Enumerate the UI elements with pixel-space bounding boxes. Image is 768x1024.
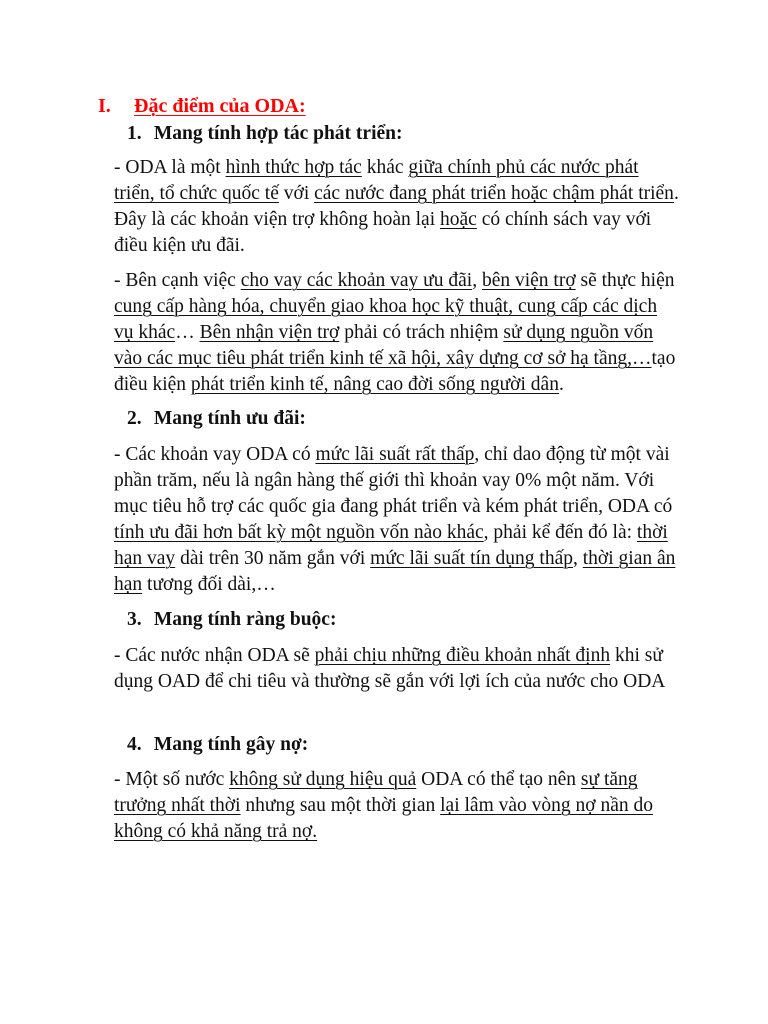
text-run: tạo điều kiện (114, 348, 676, 395)
text-run: - ODA là một (114, 157, 226, 178)
subsection-heading-2 (127, 406, 306, 432)
text-run: - Một số nước (114, 769, 230, 790)
subsection-number: 3. (127, 609, 142, 630)
underlined-text: các nước đang phát triển hoặc chậm phát triển (314, 183, 674, 204)
underlined-text: phát triển kinh tế, nâng cao đời sống người dân (190, 374, 559, 395)
text-run: , (573, 548, 583, 569)
underlined-text: hình thức hợp tác (225, 157, 362, 178)
subsection-title: Mang tính hợp tác phát triển: (153, 123, 403, 144)
underlined-text: thời gian ân hạn (114, 548, 676, 595)
underlined-text: tính ưu đãi hơn bất kỳ một nguồn vốn nào khác (114, 522, 484, 543)
subsection-number: 4. (127, 734, 142, 755)
subsection-heading-1 (127, 121, 402, 147)
text-run: với (278, 183, 315, 204)
text-run: - Các nước nhận ODA sẽ (114, 645, 315, 666)
text-run: - Bên cạnh việc (114, 270, 241, 291)
text-run: nhưng sau một thời gian (240, 795, 441, 816)
text-run: - Các khoản vay ODA có (114, 444, 316, 465)
text-run: . (558, 374, 564, 395)
section-title (98, 93, 306, 119)
text-run: ODA có thể tạo nên (416, 769, 581, 790)
text-run: , chỉ dao động từ một vài phần trăm, nếu là ngân hàng thế giới thì khoản vay 0% một năm. Với mục tiêu hỗ trợ các quốc gia đang phát triển và kém phát triển, ODA có (114, 444, 673, 517)
underlined-text: Bên nhận viện trợ (199, 322, 340, 343)
text-run: . Đây là các khoản viện trợ không hoàn lại (114, 183, 679, 230)
underlined-text: lại lâm vào vòng nợ nần do không có khả năng trả nợ. (114, 795, 653, 842)
underlined-text: thời hạn vay (114, 522, 668, 569)
subsection-heading-4 (127, 732, 308, 758)
underlined-text: cho vay các khoản vay ưu đãi (240, 270, 473, 291)
paragraph (114, 767, 680, 845)
underlined-text: giữa chính phủ các nước phát triển, tổ chức quốc tế (114, 157, 639, 204)
text-run: , phải kể đến đó là: (483, 522, 637, 543)
underlined-text: không sử dụng hiệu quả (229, 769, 417, 790)
section-heading: Đặc điểm của ODA: (134, 95, 306, 117)
paragraph (114, 268, 680, 398)
text-run: có chính sách vay với điều kiện ưu đãi. (114, 209, 652, 256)
subsection-heading-3 (127, 607, 336, 633)
underlined-text: hoặc (440, 209, 477, 230)
paragraph (114, 155, 680, 259)
underlined-text: mức lãi suất rất thấp (315, 444, 475, 465)
subsection-title: Mang tính gây nợ: (153, 734, 309, 755)
text-run: phải có trách nhiệm (339, 322, 504, 343)
underlined-text: sử dụng nguồn vốn vào các mục tiêu phát triển kinh tế xã hội, xây dựng cơ sở hạ tầng,… (114, 322, 654, 369)
underlined-text: cung cấp hàng hóa, chuyển giao khoa học kỹ thuật, cung cấp các dịch vụ khác (114, 296, 658, 343)
text-run: , (472, 270, 482, 291)
subsection-number: 1. (127, 123, 142, 144)
text-run: khác (361, 157, 409, 178)
subsection-number: 2. (127, 408, 142, 429)
underlined-text: bên viện trợ (481, 270, 576, 291)
text-run: khi sử dụng OAD để chi tiêu và thường sẽ gắn với lợi ích của nước cho ODA (114, 645, 666, 692)
underlined-text: sự tăng trưởng nhất thời (114, 769, 638, 816)
paragraph (114, 643, 680, 695)
underlined-text: phải chịu những điều khoản nhất định (314, 645, 611, 666)
subsection-title: Mang tính ràng buộc: (153, 609, 337, 630)
underlined-text: mức lãi suất tín dụng thấp (370, 548, 573, 569)
section-number: I. (98, 95, 111, 117)
text-run: sẽ thực hiện (575, 270, 675, 291)
paragraph (114, 442, 680, 598)
subsection-title: Mang tính ưu đãi: (153, 408, 306, 429)
text-run: tương đối dài,… (142, 574, 276, 595)
text-run: … (175, 322, 200, 343)
text-run: dài trên 30 năm gắn với (175, 548, 371, 569)
